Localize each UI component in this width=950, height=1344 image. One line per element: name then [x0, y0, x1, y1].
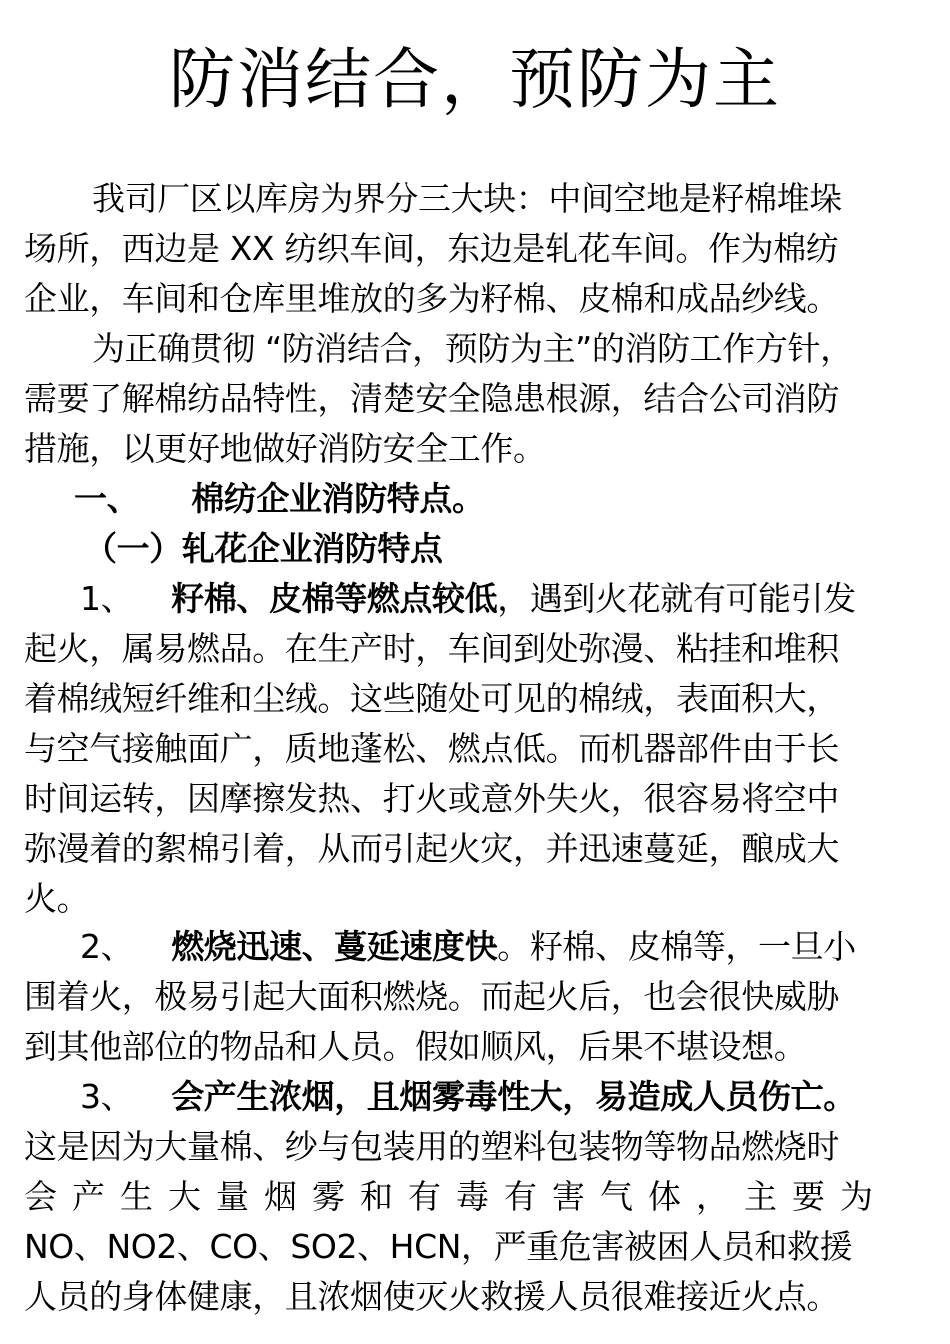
list-number: 3、 — [80, 1077, 134, 1116]
paragraph-line: 与空气接触面广，质地蓬松、燃点低。而机器部件由于长 — [24, 729, 840, 768]
section-number: 一、 — [74, 479, 140, 518]
list-item-text: 。籽棉、皮棉等，一旦小 — [497, 927, 856, 966]
paragraph-line: 弥漫着的絮棉引着，从而引起火灾，并迅速蔓延，酿成大 — [24, 829, 840, 868]
paragraph-line: 这是因为大量棉、纱与包装用的塑料包装物等物品燃烧时 — [24, 1127, 840, 1166]
section-heading-text: 棉纺企业消防特点。 — [191, 479, 485, 518]
paragraph-line: 企业，车间和仓库里堆放的多为籽棉、皮棉和成品纱线。 — [24, 279, 840, 318]
list-item-text: ，遇到火花就有可能引发 — [497, 579, 856, 618]
paragraph-line: 为正确贯彻 “防消结合，预防为主”的消防工作方针， — [92, 329, 853, 368]
paragraph-line: 场所，西边是 XX 纺织车间，东边是轧花车间。作为棉纺 — [24, 229, 839, 268]
paragraph-line: NO、NO2、CO、SO2、HCN，严重危害被困人员和救援 — [24, 1227, 853, 1266]
list-number: 1、 — [80, 579, 134, 618]
paragraph-line: 围着火，极易引起大面积燃烧。而起火后，也会很快威胁 — [24, 977, 840, 1016]
paragraph-line: 人员的身体健康，且浓烟使灭火救援人员很难接近火点。 — [24, 1277, 840, 1316]
list-item-header — [80, 922, 930, 972]
list-item-header — [80, 1072, 936, 1122]
paragraph-line: 火。 — [24, 879, 90, 918]
paragraph-line: 措施，以更好地做好消防安全工作。 — [24, 429, 546, 468]
subsection-heading: （一）轧花企业消防特点 — [84, 529, 443, 568]
page-title: 防消结合，预防为主 — [169, 41, 781, 118]
list-item-bold-title: 会产生浓烟，且烟雾毒性大，易造成人员伤亡。 — [171, 1077, 856, 1116]
paragraph-line: 着棉绒短纤维和尘绒。这些随处可见的棉绒，表面积大， — [24, 679, 840, 718]
list-item-bold-title: 燃烧迅速、蔓延速度快 — [171, 927, 498, 966]
paragraph-line: 起火，属易燃品。在生产时，车间到处弥漫、粘挂和堆积 — [24, 629, 840, 668]
list-item-bold-title: 籽棉、皮棉等燃点较低 — [171, 579, 498, 618]
paragraph-line: 我司厂区以库房为界分三大块：中间空地是籽棉堆垛 — [92, 179, 842, 218]
list-item-header — [80, 574, 930, 624]
paragraph-line: 会产生大量烟雾和有毒有害气体，主要为 — [24, 1177, 888, 1216]
paragraph-line: 时间运转，因摩擦发热、打火或意外失火，很容易将空中 — [24, 779, 840, 818]
paragraph-line: 需要了解棉纺品特性，清楚安全隐患根源，结合公司消防 — [24, 379, 840, 418]
paragraph-line: 到其他部位的物品和人员。假如顺风，后果不堪设想。 — [24, 1027, 807, 1066]
list-number: 2、 — [80, 927, 134, 966]
section-heading — [74, 474, 934, 524]
